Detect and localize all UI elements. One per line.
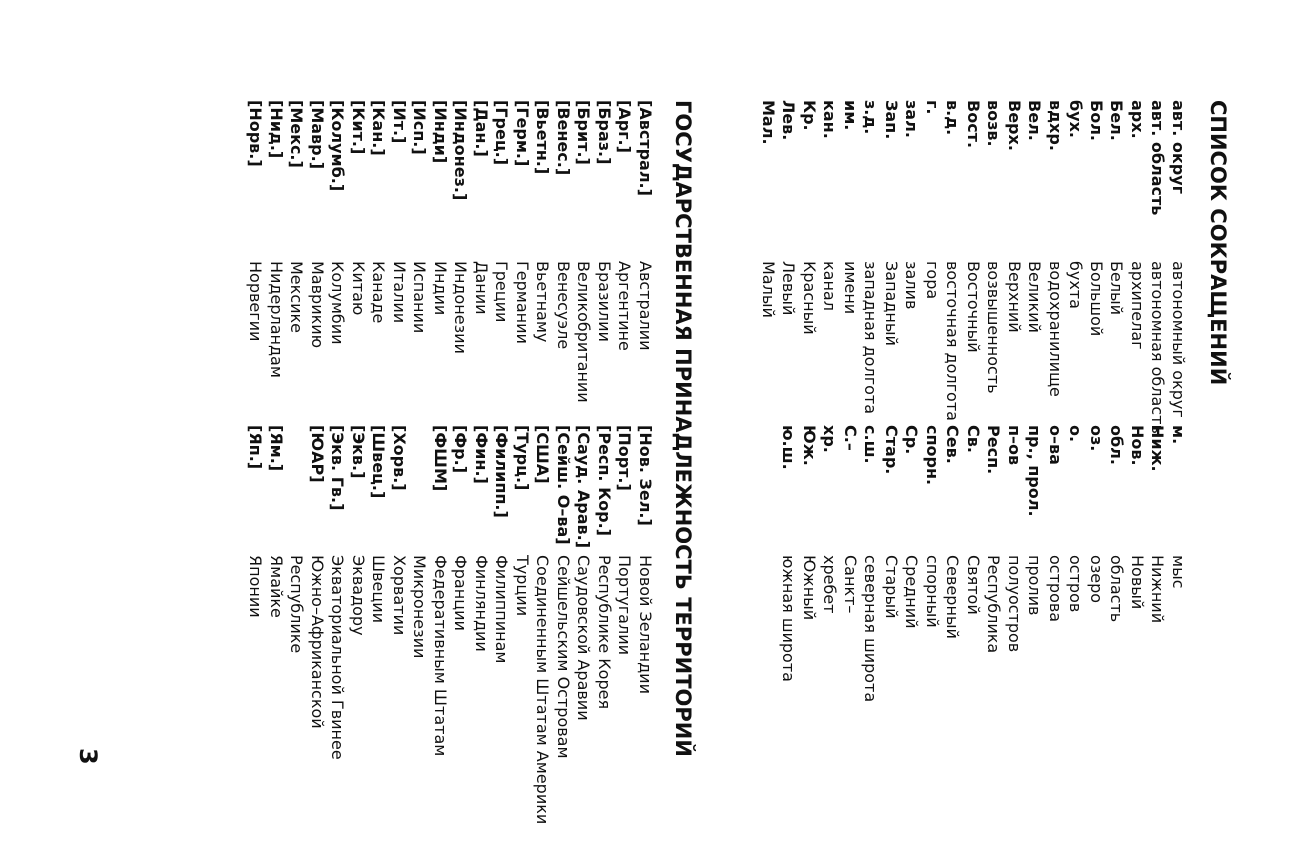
abbr-right-full-3: область xyxy=(1107,555,1127,623)
terr-right-full-17: Республике xyxy=(287,555,307,654)
abbr-left-full-3: Белый xyxy=(1107,261,1127,316)
abbr-left-full-15: западная долгота xyxy=(861,261,881,415)
abbr-left-full-0: автономный округ xyxy=(1169,261,1188,418)
abbr-right-abbr-8: п–ов xyxy=(1005,425,1024,466)
abbr-left-full-19: Левый xyxy=(779,261,799,316)
abbr-right-full-7: пролив xyxy=(1025,555,1045,616)
abbr-right-full-17: хребет xyxy=(820,555,840,614)
abbr-left-abbr-7: Вел. xyxy=(1025,100,1045,141)
terr-right-abbr-18: [Ям.] xyxy=(267,425,286,472)
terr-right-full-3: Саудовской Аравии xyxy=(574,555,594,721)
abbr-left-full-16: имени xyxy=(841,261,860,315)
terr-left-full-13: Канаде xyxy=(369,261,389,324)
terr-left-full-16: Маврикию xyxy=(308,261,327,349)
terr-left-full-7: Греции xyxy=(492,261,512,323)
abbr-right-full-13: Средний xyxy=(902,555,922,629)
terr-left-abbr-12: [Ит.] xyxy=(390,100,409,144)
terr-left-abbr-8: [Дан.] xyxy=(472,100,491,157)
terr-left-full-19: Норвегии xyxy=(246,261,266,342)
abbr-left-abbr-13: зал. xyxy=(902,100,922,138)
terr-right-abbr-16: [ЮАР] xyxy=(308,425,327,483)
terr-left-full-12: Италии xyxy=(390,261,409,324)
terr-left-abbr-7: [Грец.] xyxy=(492,100,512,166)
page-number: 3 xyxy=(74,748,102,765)
terr-right-full-13: Швеции xyxy=(369,555,389,624)
abbr-left-full-column xyxy=(758,261,1189,434)
terr-left-abbr-17: [Мекс.] xyxy=(287,100,307,168)
terr-right-abbr-5: [США] xyxy=(533,425,553,484)
abbr-right-full-18: Южный xyxy=(800,555,819,621)
abbr-left-full-2: архипелаг xyxy=(1128,261,1147,350)
terr-right-full-5: Соединенным Штатам Америки xyxy=(533,555,553,825)
abbr-right-full-12: спорный xyxy=(923,555,942,628)
terr-left-abbr-3: [Брит.] xyxy=(574,100,594,165)
abbr-left-full-7: Великий xyxy=(1025,261,1045,333)
abbr-right-abbr-11: Сев. xyxy=(943,425,963,464)
abbr-right-abbr-5: о. xyxy=(1066,425,1086,443)
abbr-right-abbr-15: с.ш. xyxy=(861,425,881,464)
abbr-right-abbr-3: обл. xyxy=(1107,425,1127,465)
terr-right-abbr-8: [Фин.] xyxy=(472,425,491,484)
terr-left-full-9: Индонезии xyxy=(451,261,471,354)
abbr-right-full-16: Санкт– xyxy=(841,555,860,614)
abbr-left-abbr-14: Зап. xyxy=(882,100,901,140)
abbr-left-full-10: Восточный xyxy=(964,261,983,353)
terr-left-abbr-1: [Арг.] xyxy=(615,100,635,153)
terr-right-abbr-10: [ФШМ] xyxy=(431,425,450,492)
terr-left-full-18: Нидерландам xyxy=(267,261,286,378)
abbr-right-full-19: южная широта xyxy=(779,555,799,682)
abbr-left-full-5: бухта xyxy=(1066,261,1086,309)
abbr-left-full-11: восточная долгота xyxy=(943,261,963,421)
abbr-right-full-11: Северный xyxy=(943,555,963,639)
terr-right-abbr-19: [Яп.] xyxy=(246,425,266,470)
abbr-left-abbr-0: авт. округ xyxy=(1169,100,1188,194)
abbr-left-full-1: автономная область xyxy=(1148,261,1168,434)
terr-left-abbr-6: [Герм.] xyxy=(513,100,532,167)
territories-heading: ГОСУДАРСТВЕННАЯ ПРИНАДЛЕЖНОСТЬ ТЕРРИТОРИЙ xyxy=(671,100,695,757)
terr-left-abbr-16: [Мавр.] xyxy=(308,100,327,169)
terr-left-abbr-13: [Кан.] xyxy=(369,100,389,156)
terr-left-abbr-4: [Венес.] xyxy=(554,100,573,176)
abbr-left-abbr-19: Лев. xyxy=(779,100,799,141)
abbr-left-abbr-11: в.д. xyxy=(943,100,963,136)
abbr-right-abbr-14: Стар. xyxy=(882,425,901,475)
abbr-left-full-17: канал xyxy=(820,261,840,311)
terr-right-full-9: Франции xyxy=(451,555,471,631)
abbr-right-abbr-6: о–ва xyxy=(1046,425,1065,465)
abbr-left-abbr-10: Вост. xyxy=(964,100,983,149)
terr-left-full-0: Австралии xyxy=(636,261,655,351)
terr-left-abbr-10: [Инди] xyxy=(431,100,450,164)
terr-right-full-11: Микронезии xyxy=(410,555,430,659)
abbr-left-full-6: водохранилище xyxy=(1046,261,1065,397)
abbr-right-full-5: остров xyxy=(1066,555,1086,613)
abbr-right-full-2: Новый xyxy=(1128,555,1147,610)
terr-right-full-7: Филиппинам xyxy=(492,555,512,664)
abbr-left-abbr-8: Верх. xyxy=(1005,100,1024,151)
abbr-right-full-9: Республика xyxy=(984,555,1004,654)
abbr-left-abbr-16: им. xyxy=(841,100,860,131)
terr-left-full-3: Великобритании xyxy=(574,261,594,403)
terr-right-abbr-17 xyxy=(286,425,307,548)
terr-right-abbr-column xyxy=(245,425,655,548)
abbr-right-abbr-17: хр. xyxy=(820,425,840,453)
abbreviations-heading: СПИСОК СОКРАЩЕНИЙ xyxy=(1206,100,1230,386)
terr-right-full-4: Сейшельским Островам xyxy=(554,555,573,759)
terr-left-full-14: Китаю xyxy=(349,261,368,316)
abbr-right-abbr-4: оз. xyxy=(1087,425,1106,452)
terr-left-abbr-9: [Индонез.] xyxy=(451,100,471,201)
terr-left-abbr-2: [Браз.] xyxy=(595,100,614,165)
abbr-right-abbr-1: Ниж. xyxy=(1148,425,1168,472)
terr-right-abbr-11 xyxy=(409,425,430,548)
terr-right-full-6: Турции xyxy=(513,555,532,617)
abbr-left-full-14: Западный xyxy=(882,261,901,346)
terr-right-abbr-0: [Нов. Зел.] xyxy=(636,425,655,526)
terr-right-full-2: Республике Корея xyxy=(595,555,614,710)
abbr-right-abbr-0: м. xyxy=(1169,425,1188,445)
abbr-right-abbr-7: пр., прол. xyxy=(1025,425,1045,517)
terr-right-full-19: Японии xyxy=(246,555,266,618)
abbr-left-abbr-3: Бел. xyxy=(1107,100,1127,141)
terr-left-full-5: Вьетнаму xyxy=(533,261,553,343)
terr-right-abbr-15: [Экв. Гв.] xyxy=(328,425,348,511)
abbr-left-abbr-18: Кр. xyxy=(800,100,819,131)
terr-right-abbr-14: [Экв.] xyxy=(349,425,368,479)
terr-left-abbr-14: [Кит.] xyxy=(349,100,368,155)
abbr-right-full-14: Старый xyxy=(882,555,901,619)
terr-right-abbr-9: [Фр.] xyxy=(451,425,471,474)
abbr-left-abbr-20: Мал. xyxy=(759,100,778,145)
terr-right-full-15: Экваториальной Гвинее xyxy=(328,555,348,760)
terr-left-full-1: Аргентине xyxy=(615,261,635,351)
terr-right-full-1: Португалии xyxy=(615,555,635,655)
abbr-right-abbr-18: Юж. xyxy=(800,425,819,466)
terr-right-full-18: Ямайке xyxy=(267,555,286,618)
abbr-left-full-12: гора xyxy=(923,261,942,300)
terr-right-full-0: Новой Зеландии xyxy=(636,555,655,694)
abbr-right-abbr-2: Нов. xyxy=(1128,425,1147,466)
abbr-left-abbr-15: з.д. xyxy=(861,100,881,135)
abbr-left-full-8: Верхний xyxy=(1005,261,1024,333)
terr-left-full-2: Бразилии xyxy=(595,261,614,342)
terr-right-full-8: Финляндии xyxy=(472,555,491,652)
terr-right-abbr-7: [Филипп.] xyxy=(492,425,512,518)
abbr-right-abbr-12: спорн. xyxy=(923,425,942,486)
abbr-right-abbr-16: С.– xyxy=(841,425,860,451)
terr-left-abbr-11: [Исп.] xyxy=(410,100,430,155)
abbr-left-abbr-12: г. xyxy=(923,100,942,115)
abbr-left-full-20: Малый xyxy=(759,261,778,318)
abbr-left-abbr-9: возв. xyxy=(984,100,1004,147)
abbr-left-abbr-column xyxy=(758,100,1189,215)
terr-left-full-11: Испании xyxy=(410,261,430,334)
abbr-right-abbr-column xyxy=(778,425,1188,517)
terr-left-full-17: Мексике xyxy=(287,261,307,334)
abbr-right-full-15: северная широта xyxy=(861,555,881,703)
abbr-right-full-10: Святой xyxy=(964,555,983,615)
abbr-left-abbr-5: бух. xyxy=(1066,100,1086,138)
abbr-right-abbr-9: Респ. xyxy=(984,425,1004,475)
abbr-right-full-column xyxy=(778,555,1188,702)
terr-right-abbr-6: [Турц.] xyxy=(513,425,532,491)
abbr-right-full-4: озеро xyxy=(1087,555,1106,604)
terr-right-abbr-3: [Сауд. Арав.] xyxy=(574,425,594,548)
abbr-left-abbr-2: арх. xyxy=(1128,100,1147,139)
terr-right-full-16: Южно–Африканской xyxy=(308,555,327,729)
abbr-left-full-9: возвышенность xyxy=(984,261,1004,394)
terr-right-abbr-12: [Хорв.] xyxy=(390,425,409,491)
abbr-left-full-4: Большой xyxy=(1087,261,1106,337)
abbr-left-full-13: залив xyxy=(902,261,922,310)
abbr-right-full-6: острова xyxy=(1046,555,1065,623)
terr-right-full-10: Федеративным Штатам xyxy=(431,555,450,757)
abbr-right-abbr-13: Ср. xyxy=(902,425,922,455)
terr-left-full-15: Колумбии xyxy=(328,261,348,345)
abbr-left-abbr-6: вдхр. xyxy=(1046,100,1065,151)
terr-right-abbr-4: [Сейш. О–ва] xyxy=(554,425,573,545)
abbr-left-abbr-1: авт. область xyxy=(1148,100,1168,216)
terr-right-abbr-13: [Швец.] xyxy=(369,425,389,499)
abbr-right-full-8: полуостров xyxy=(1005,555,1024,653)
abbr-right-abbr-10: Св. xyxy=(964,425,983,453)
abbr-right-full-0: мыс xyxy=(1169,555,1188,589)
terr-right-full-column xyxy=(245,555,655,824)
terr-left-abbr-18: [Нид.] xyxy=(267,100,286,159)
terr-right-full-12: Хорватии xyxy=(390,555,409,636)
terr-right-full-14: Эквадору xyxy=(349,555,368,636)
terr-left-abbr-0: [Австрал.] xyxy=(636,100,655,196)
terr-right-abbr-1: [Порт.] xyxy=(615,425,635,491)
terr-left-abbr-column xyxy=(245,100,655,200)
abbr-left-full-18: Красный xyxy=(800,261,819,335)
terr-left-abbr-15: [Колумб.] xyxy=(328,100,348,192)
terr-left-abbr-19: [Норв.] xyxy=(246,100,266,167)
terr-left-abbr-5: [Вьетн.] xyxy=(533,100,553,175)
terr-right-abbr-2: [Респ. Кор.] xyxy=(595,425,614,536)
terr-left-full-10: Индии xyxy=(431,261,450,316)
abbr-left-abbr-17: кан. xyxy=(820,100,840,139)
terr-left-full-6: Германии xyxy=(513,261,532,344)
abbr-right-full-1: Нижний xyxy=(1148,555,1168,624)
abbr-right-abbr-19: ю.ш. xyxy=(779,425,799,470)
terr-left-full-8: Дании xyxy=(472,261,491,315)
abbr-left-abbr-4: Бол. xyxy=(1087,100,1106,141)
terr-left-full-column xyxy=(245,261,655,403)
terr-left-full-4: Венесуэле xyxy=(554,261,573,350)
